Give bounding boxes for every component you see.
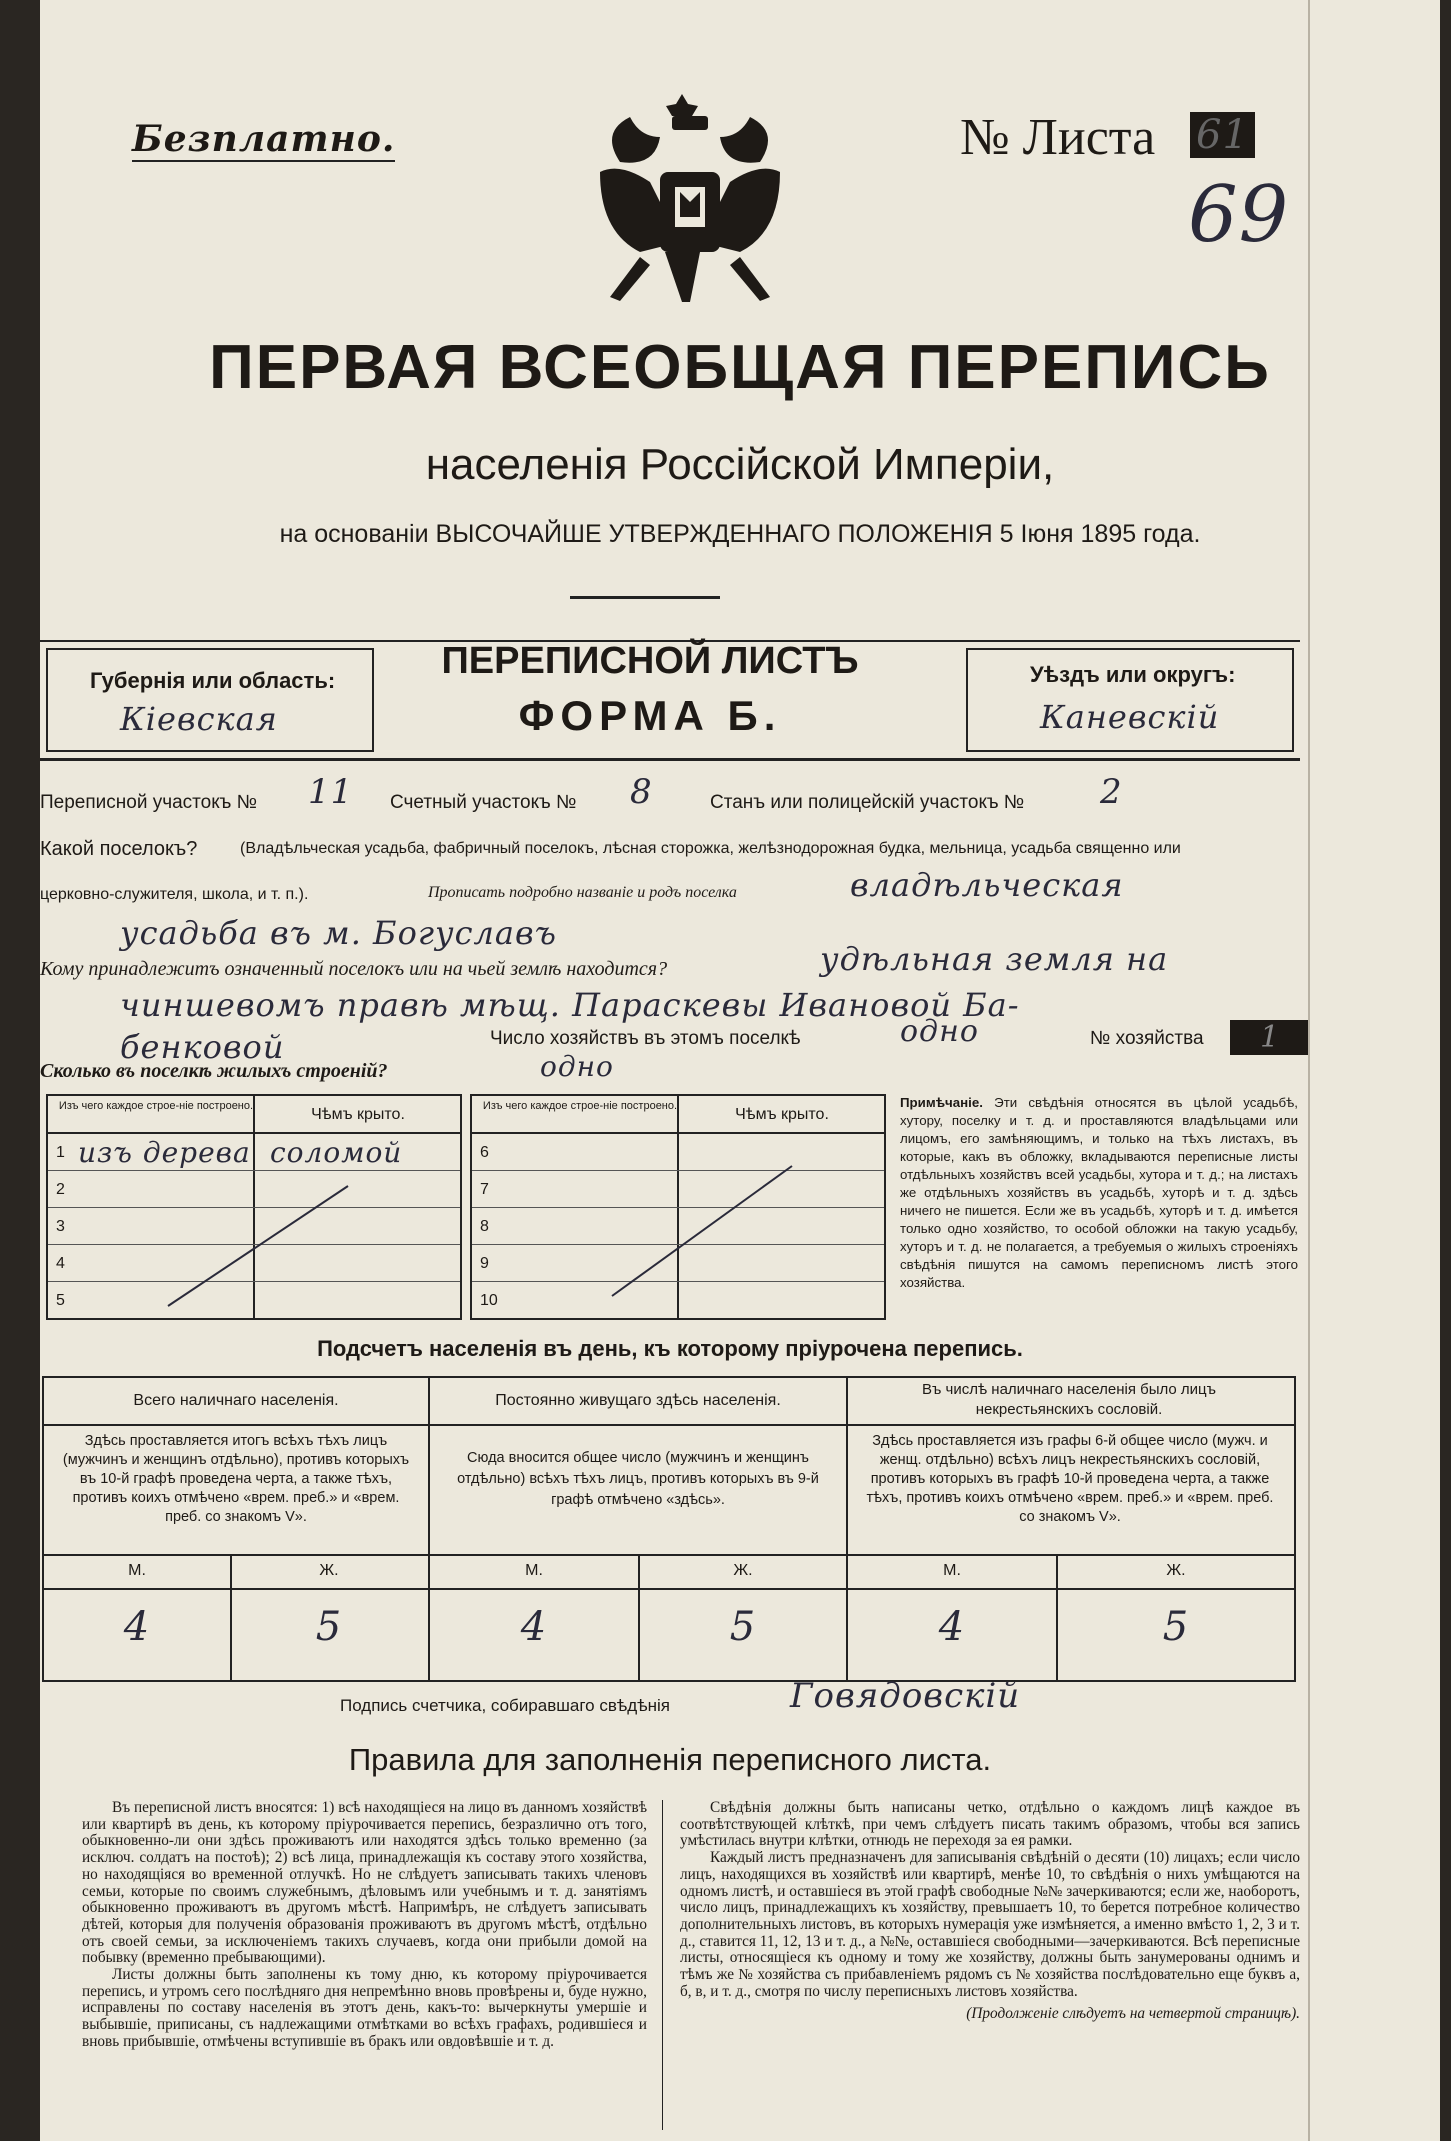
building-row-number: 1 xyxy=(56,1144,65,1161)
note-label: Примѣчаніе. xyxy=(900,1095,983,1110)
district-label: Уѣздъ или округъ: xyxy=(1030,662,1236,687)
settlement-value-1[interactable]: владѣльческая xyxy=(850,866,1124,904)
sum-title-rule xyxy=(44,1424,1294,1426)
buildings-question: Сколько въ поселкѣ жилыхъ строеній? xyxy=(40,1060,388,1082)
title-divider xyxy=(570,596,720,599)
col-material-header: Изъ чего каждое строе-ніе построено. xyxy=(58,1100,254,1112)
owner-value-3[interactable]: бенковой xyxy=(120,1028,285,1066)
row1-material[interactable]: изъ дерева xyxy=(78,1136,251,1169)
buildings-value[interactable]: одно xyxy=(540,1050,614,1083)
decree-line xyxy=(40,520,1440,549)
subtitle: населенія Россійской Имперіи, xyxy=(425,440,1055,489)
sheet-number-struck: 61 xyxy=(1190,112,1255,158)
province-value[interactable]: Кіевская xyxy=(120,700,278,738)
col1-text: Здѣсь проставляется итогъ всѣхъ тѣхъ лицъ (мужчинъ и женщинъ отдѣльно), противъ которыхъ въ 10-й графѣ проведена черта, а также тѣхъ, противъ коихъ отмѣчено «врем. преб.» и «врем. преб. со знакомъ V». xyxy=(62,1433,410,1525)
building-row-number: 6 xyxy=(480,1144,489,1161)
building-row-number: 3 xyxy=(56,1218,65,1235)
header-bottom-rule xyxy=(40,758,1300,761)
female-header: Ж. xyxy=(1166,1562,1186,1579)
header-divider xyxy=(48,1132,460,1134)
col3-title: Въ числѣ наличнаго населенія было лицъ некрестьянскихъ сословій. xyxy=(921,1381,1217,1418)
row1-roof[interactable]: соломой xyxy=(270,1136,403,1169)
summary-table xyxy=(42,1376,1296,1682)
census-area-label: Переписной участокъ № xyxy=(40,792,258,813)
female-count[interactable]: 5 xyxy=(1162,1604,1190,1650)
settlement-hint-3: Прописать подробно названіе и родъ поселка xyxy=(428,884,737,901)
col2-text: Сюда вносится общее число (мужчинъ и женщинъ отдѣльно) всѣхъ тѣхъ лицъ, противъ которыхъ въ 9-й графѣ отмѣчено «здѣсь». xyxy=(457,1450,819,1508)
settlement-hint-2: церковно-служителя, школа, и т. п.). xyxy=(40,886,309,903)
owner-value-1[interactable]: удѣльная земля на xyxy=(820,940,1169,978)
note-block xyxy=(900,1094,1298,1292)
col2-title: Постоянно живущаго здѣсь населенія. xyxy=(495,1392,781,1409)
building-row-number: 2 xyxy=(56,1181,65,1198)
strike-line-left xyxy=(148,1176,368,1316)
male-count[interactable]: 4 xyxy=(938,1604,966,1650)
rules-left-p2: Листы должны быть заполнены къ тому дню, къ которому пріурочивается перепись, и утромъ сего послѣдняго дня непремѣнно вновь провѣрены и, буде нужно, исправлены по составу населенія въ этотъ день, какъ-то: вычеркнуты умершіе и выбывшіе, приписаны, съ надлежащими отмѣтками во всѣхъ графахъ, родившіеся и вновь прибывшіе, отмѣчены вступившіе въ бракъ или овдовѣвшіе и т. д. xyxy=(82,1966,647,2050)
owner-value-2[interactable]: чиншевомъ правѣ мѣщ. Параскевы Ивановой Ба- xyxy=(120,986,1020,1024)
male-count[interactable]: 4 xyxy=(520,1604,548,1650)
settlement-question: Какой поселокъ? xyxy=(40,838,198,860)
rules-right-col xyxy=(680,1800,1300,2023)
male-count[interactable]: 4 xyxy=(123,1604,151,1650)
census-form-page xyxy=(40,0,1440,2141)
settlement-hint: (Владѣльческая усадьба, фабричный поселокъ, лѣсная сторожка, желѣзнодорожная будка, мельница, усадьба священно или xyxy=(240,840,1181,857)
header-divider-right xyxy=(472,1132,884,1134)
decree-suffix: 5 Іюня 1895 года. xyxy=(999,520,1201,548)
main-title: ПЕРВАЯ ВСЕОБЩАЯ ПЕРЕПИСЬ xyxy=(209,333,1271,402)
stan-value[interactable]: 2 xyxy=(1100,772,1123,812)
signature-value[interactable]: Говядовскій xyxy=(790,1676,1021,1716)
note-text: Эти свѣдѣнія относятся въ цѣлой усадьбѣ, хутору, поселку и т. д. и проставляются владѣльцами или лицомъ, его замѣняющимъ, и только на тѣхъ листахъ, въ которые, какъ въ обложку, вкладываются переписные листы отдѣльныхъ хозяйствъ всей усадьбы, хутора и т. д.; на листахъ же отдѣльныхъ хозяйствъ въ усадьбѣ, хуторѣ и т. д. здѣсь ничего не пишется. Если же въ усадьбѣ, хуторѣ и т. д. имѣется только одно хозяйство, то особой обложки на такую усадьбу, хуторъ и т. д. не полагается, а требуемыя о жилыхъ строеніяхъ свѣдѣнія пишутся на самомъ переписномъ листѣ этого хозяйства. xyxy=(900,1095,1298,1290)
free-stamp: Безплатно. xyxy=(132,118,396,160)
building-row-number: 4 xyxy=(56,1255,65,1272)
signature-label: Подпись счетчика, собиравшаго свѣдѣнія xyxy=(340,1696,670,1715)
building-row-number: 5 xyxy=(56,1292,65,1309)
building-row-number: 9 xyxy=(480,1255,489,1272)
district-value[interactable]: Каневскій xyxy=(1040,698,1220,736)
rules-right-p2: Каждый листъ предназначенъ для записыванія свѣдѣній о десяти (10) лицахъ; если число лицъ, находящихся въ хозяйствѣ или квартирѣ, менѣе 10, то свѣдѣнія о нихъ умѣщаются на одномъ листѣ, и оставшіеся въ этой графѣ свободные №№ зачеркиваются; если же, наоборотъ, число лицъ, принадлежащихъ къ хозяйству, превышаетъ 10, то берется потребное количество дополнительныхъ листовъ, въ которыхъ нумерація уже измѣняется, а именно вмѣсто 1, 2, 3 и т. д., ставится 11, 12, 13 и т. д., а №№, оставшіеся свободными—зачеркиваются. Всѣ переписные листы, относящіеся къ одному и тому же хозяйству, должны быть занумерованы однимъ и тѣмъ же № хозяйства съ прибавленіемъ рядомъ съ № хозяйства послѣдовательно еще буквъ а, б, в, и т. д., смотря по числу переписныхъ листовъ хозяйства. xyxy=(680,1849,1300,2000)
form-code: ФОРМА Б. xyxy=(518,692,782,739)
form-title: ПЕРЕПИСНОЙ ЛИСТЪ xyxy=(441,640,859,682)
building-row-number: 10 xyxy=(480,1292,498,1309)
col3-text: Здѣсь проставляется изъ графы 6-й общее число (мужч. и женщ. отдѣльно) всѣхъ лицъ некрестьянскихъ сословій, противъ которыхъ въ графѣ 10-й проведена черта, а также тѣхъ, противъ коихъ отмѣчено «врем. преб.» и «врем. преб. со знакомъ V». xyxy=(866,1433,1274,1525)
buildings-table-right xyxy=(470,1094,886,1320)
building-row-number: 8 xyxy=(480,1218,489,1235)
sheet-number-handwritten: 69 xyxy=(1188,170,1290,260)
male-header: М. xyxy=(943,1562,961,1579)
building-row-rule xyxy=(48,1170,460,1171)
buildings-table-left xyxy=(46,1094,462,1320)
household-number-label: № хозяйства xyxy=(1090,1028,1204,1049)
census-area-value[interactable]: 11 xyxy=(308,772,354,812)
household-number-value[interactable]: 1 xyxy=(1230,1020,1310,1055)
page-fold xyxy=(1308,0,1310,2141)
male-header: М. xyxy=(525,1562,543,1579)
decree-caps: ВЫСОЧАЙШЕ УТВЕРЖДЕННАГО ПОЛОЖЕНІЯ xyxy=(435,520,993,548)
rules-left-p1: Въ переписной листъ вносятся: 1) всѣ находящіеся на лицо въ данномъ хозяйствѣ или квартирѣ въ день, къ которому пріурочивается перепись, безразлично отъ того, обыкновенно-ли они здѣсь проживаютъ или находятся здѣсь только временно (за исключ. солдатъ на постоѣ); 2) всѣ лица, принадлежащія къ составу этого хозяйства, но находящіяся во временной отлучкѣ. Но не слѣдуетъ записывать такихъ членовъ семьи, которые по своимъ служебнымъ, дѣловымъ или учебнымъ и т. д. занятіямъ обыкновенно проживаютъ въ другомъ мѣстѣ. Напримѣръ, не слѣдуетъ записывать дѣтей, которыя для полученія образованія проживаютъ въ другомъ мѣстѣ, отдѣльно отъ своей семьи, за исключеніемъ такихъ случаевъ, когда они прибыли домой на побывку (временно пребывающими). xyxy=(82,1799,647,1967)
female-header: Ж. xyxy=(733,1562,753,1579)
decree-prefix: на основаніи xyxy=(279,520,429,548)
count-area-value[interactable]: 8 xyxy=(630,772,653,812)
col-material-header-right: Изъ чего каждое строе-ніе построено. xyxy=(482,1100,678,1112)
settlement-value-2[interactable]: усадьба въ м. Богуславъ xyxy=(120,914,557,952)
building-row-number: 7 xyxy=(480,1181,489,1198)
province-label: Губернія или область: xyxy=(90,668,336,693)
summary-heading: Подсчетъ населенія въ день, къ которому пріурочена перепись. xyxy=(317,1336,1023,1361)
stan-label: Станъ или полицейскій участокъ № xyxy=(710,792,1025,813)
rules-right-p1: Свѣдѣнія должны быть написаны четко, отдѣльно о каждомъ лицѣ каждое въ соотвѣтствующей клѣткѣ, при чемъ слѣдуетъ писать такимъ образомъ, чтобы вся запись умѣстилась внутри клѣтки, отнюдь не переходя за ея рамки. xyxy=(680,1799,1300,1850)
col-roof-header: Чѣмъ крыто. xyxy=(311,1106,405,1123)
male-header: М. xyxy=(128,1562,146,1579)
rules-left-col xyxy=(82,1800,647,2051)
imperial-eagle-emblem xyxy=(580,92,800,322)
female-count[interactable]: 5 xyxy=(315,1604,343,1650)
owner-question: Кому принадлежитъ означенный поселокъ или на чьей землѣ находится? xyxy=(40,958,668,980)
rules-heading: Правила для заполненія переписного листа. xyxy=(348,1742,992,1777)
rules-column-divider xyxy=(662,1800,663,2130)
count-area-label: Счетный участокъ № xyxy=(390,792,577,813)
female-count[interactable]: 5 xyxy=(729,1604,757,1650)
households-value[interactable]: одно xyxy=(900,1014,979,1049)
female-header: Ж. xyxy=(319,1562,339,1579)
strike-line-right xyxy=(592,1156,812,1306)
sheet-number-label: № Листа xyxy=(960,109,1156,166)
rules-continued: (Продолженіе слѣдуетъ на четвертой страницѣ). xyxy=(966,2005,1300,2023)
col1-title: Всего наличнаго населенія. xyxy=(133,1392,339,1409)
households-label: Число хозяйствъ въ этомъ поселкѣ xyxy=(490,1028,801,1049)
col-roof-header-right: Чѣмъ крыто. xyxy=(735,1106,829,1123)
